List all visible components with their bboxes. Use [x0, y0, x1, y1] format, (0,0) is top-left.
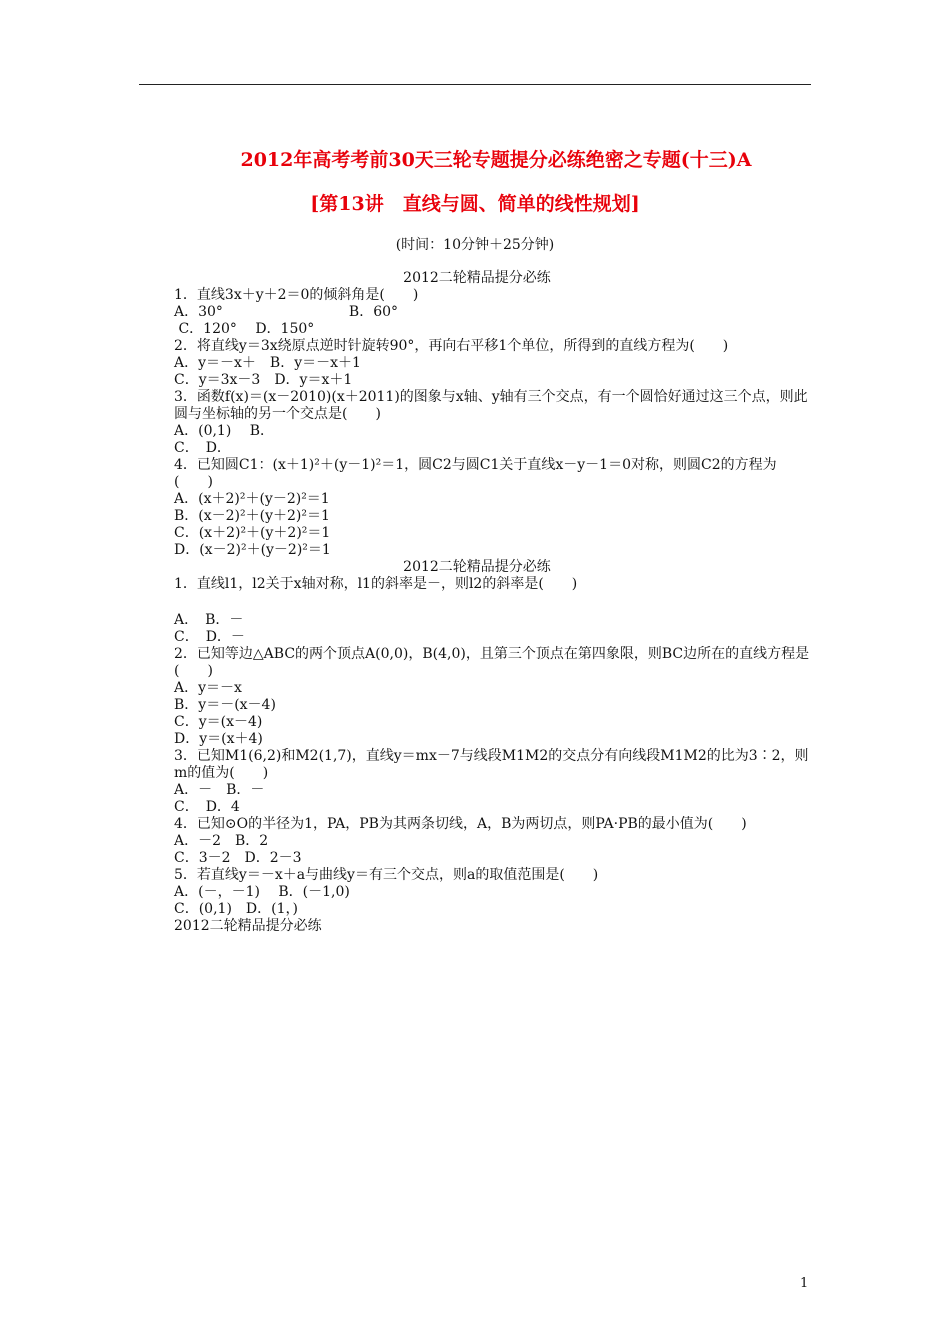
- text-line: C． D．: [174, 440, 231, 456]
- text-line: A．(0,1) B．: [174, 423, 275, 439]
- header-rule: [139, 84, 811, 85]
- text-line: 3．已知M1(6,2)和M2(1,7)，直线y＝mx－7与线段M1M2的交点分有向线段M1M2的比为3∶2，则m的值为( ): [174, 748, 809, 781]
- text-line: A．－2 B．2: [174, 833, 269, 849]
- text-line: A．y＝－x＋ B．y＝－x＋1: [174, 355, 361, 371]
- text-line: 5．若直线y＝－x＋a与曲线y＝有三个交点，则a的取值范围是( ): [174, 867, 599, 883]
- text-line: C．y＝3x－3 D．y＝x＋1: [174, 372, 353, 388]
- text-line: A．－ B．－: [174, 782, 265, 798]
- text-line: 4．已知⊙O的半径为1，PA，PB为其两条切线，A，B为两切点，则PA·PB的最小值为( ): [174, 816, 747, 832]
- section-heading: 2012二轮精品提分必练: [403, 559, 551, 575]
- text-line: 2．将直线y＝3x绕原点逆时针旋转90°，再向右平移1个单位，所得到的直线方程为( ): [174, 338, 729, 354]
- text-line: B．y＝－(x－4): [174, 697, 276, 713]
- text-line: D．(x－2)²＋(y－2)²＝1: [174, 542, 331, 558]
- text-line: C．(x＋2)²＋(y＋2)²＝1: [174, 525, 331, 541]
- text-line: 1．直线l1，l2关于x轴对称，l1的斜率是－，则l2的斜率是( ): [174, 576, 578, 592]
- text-line: 1．直线3x＋y＋2＝0的倾斜角是( ): [174, 287, 419, 303]
- time-allotment: (时间：10分钟＋25分钟): [395, 237, 555, 253]
- text-line: C． D．4: [174, 799, 240, 815]
- text-line: B．(x－2)²＋(y＋2)²＝1: [174, 508, 330, 524]
- question-body: [142, 270, 812, 935]
- text-line: A．(－，－1) B．(－1,0): [174, 884, 350, 900]
- text-line: C．y＝(x－4): [174, 714, 263, 730]
- document-title: 2012年高考考前30天三轮专题提分必练绝密之专题(十三)A: [240, 149, 752, 171]
- text-line: 3．函数f(x)＝(x－2010)(x＋2011)的图象与x轴、y轴有三个交点，有一个圆恰好通过这三个点，则此圆与坐标轴的另一个交点是( ): [174, 389, 808, 422]
- text-line: C．(0,1) D．(1，): [174, 901, 298, 917]
- text-line: C．120° D．150°: [174, 321, 315, 337]
- text-line: C．3－2 D．2－3: [174, 850, 302, 866]
- text-line: [142, 593, 812, 612]
- text-line: A．y＝－x: [174, 680, 242, 696]
- text-line: D．y＝(x＋4): [174, 731, 263, 747]
- text-line: A．(x＋2)²＋(y－2)²＝1: [174, 491, 330, 507]
- text-line: 4．已知圆C1：(x＋1)²＋(y－1)²＝1，圆C2与圆C1关于直线x－y－1＝0对称，则圆C2的方程为( ): [174, 457, 777, 490]
- lecture-subtitle: [第13讲 直线与圆、简单的线性规划]: [310, 193, 640, 215]
- text-line: 2．已知等边△ABC的两个顶点A(0,0)，B(4,0)，且第三个顶点在第四象限，则BC边所在的直线方程是( ): [174, 646, 810, 679]
- text-line: A．30° B．60°: [174, 304, 399, 320]
- section-heading: 2012二轮精品提分必练: [403, 270, 551, 286]
- text-line: C． D．－: [174, 629, 245, 645]
- text-line: 2012二轮精品提分必练: [174, 918, 322, 934]
- text-line: A． B．－: [174, 612, 244, 628]
- page-number: 1: [800, 1276, 809, 1291]
